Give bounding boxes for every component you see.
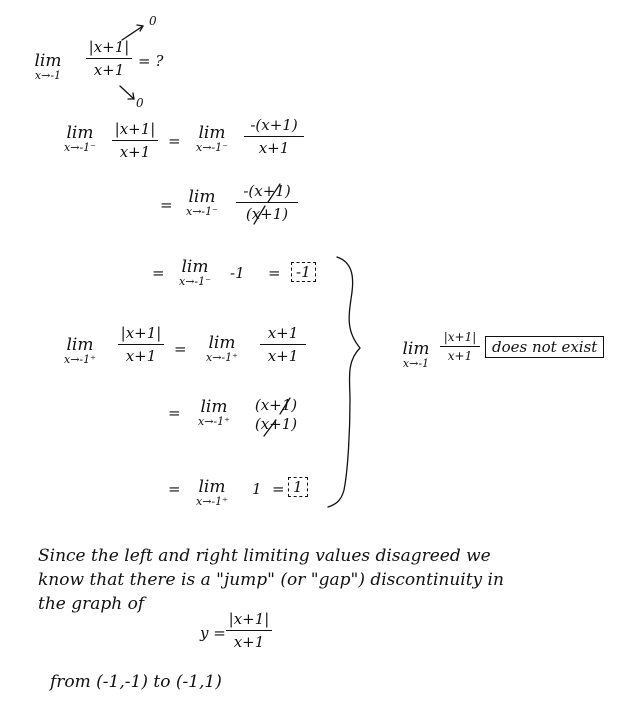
left-equals-2: = xyxy=(160,196,173,214)
lim-subscript: x→-1⁻ xyxy=(64,141,96,154)
lim-subscript: x→-1⁻ xyxy=(196,141,228,154)
question-equals: = ? xyxy=(138,52,164,70)
explanation-y-equals: y = xyxy=(200,624,226,642)
fraction-denominator: x+1 xyxy=(119,143,151,161)
lim-word: lim xyxy=(198,477,226,497)
lim-subscript: x→-1 xyxy=(402,357,430,370)
left-equals-4: = xyxy=(268,264,281,282)
lim-subscript: x→-1⁻ xyxy=(186,205,218,218)
fraction-denominator: x+1 xyxy=(258,139,290,157)
fraction-denominator: (x+1) xyxy=(245,205,289,223)
fraction-numerator: |x+1| xyxy=(120,324,162,342)
arrow-to-zero-denominator xyxy=(120,86,134,99)
cancel-slash-right-den xyxy=(264,420,276,436)
lim-word: lim xyxy=(200,397,228,417)
right-equals-2: = xyxy=(168,404,181,422)
fraction-denominator: x+1 xyxy=(125,347,157,365)
left-equals-3: = xyxy=(152,264,165,282)
denominator-arrow-label: 0 xyxy=(136,96,144,110)
fraction-denominator: x+1 xyxy=(447,349,473,363)
lim-word: lim xyxy=(66,123,94,143)
lim-subscript: x→-1⁻ xyxy=(179,275,211,288)
left-result-box: -1 xyxy=(291,262,316,282)
fraction-numerator: |x+1| xyxy=(114,120,156,138)
grouping-brace xyxy=(328,257,360,507)
lim-word: lim xyxy=(208,333,236,353)
explanation-line-4: from (-1,-1) to (-1,1) xyxy=(50,672,222,692)
lim-word: lim xyxy=(198,123,226,143)
fraction-denominator: (x+1) xyxy=(254,415,298,433)
fraction-numerator: x+1 xyxy=(267,324,299,342)
conclusion-verdict-box: does not exist xyxy=(485,336,604,358)
fraction-numerator: -(x+1) xyxy=(243,182,291,200)
lim-word: lim xyxy=(402,339,430,359)
fraction-numerator: |x+1| xyxy=(88,38,130,56)
fraction-denominator: x+1 xyxy=(233,633,265,651)
fraction-numerator: |x+1| xyxy=(443,330,477,344)
lim-subscript: x→-1⁺ xyxy=(206,351,238,364)
right-step3-expression: 1 xyxy=(252,480,262,498)
lim-word: lim xyxy=(188,187,216,207)
numerator-arrow-label: 0 xyxy=(149,14,157,28)
right-equals-3: = xyxy=(168,480,181,498)
right-equals-4: = xyxy=(272,480,285,498)
fraction-numerator: -(x+1) xyxy=(250,116,298,134)
lim-subscript: x→-1 xyxy=(34,69,62,82)
lim-word: lim xyxy=(66,335,94,355)
left-step3-expression: -1 xyxy=(230,264,245,282)
lim-subscript: x→-1⁺ xyxy=(196,495,228,508)
arrow-to-zero-numerator xyxy=(122,25,143,40)
lim-word: lim xyxy=(34,51,62,71)
right-equals-1: = xyxy=(174,340,187,358)
cancel-slash-left-num xyxy=(268,184,280,202)
lim-subscript: x→-1⁺ xyxy=(64,353,96,366)
explanation-line-2: know that there is a "jump" (or "gap") discontinuity in xyxy=(38,570,504,590)
cancel-slash-left-den xyxy=(254,206,265,224)
fraction-numerator: (x+1) xyxy=(254,396,298,414)
fraction-denominator: x+1 xyxy=(267,347,299,365)
cancel-slash-right-num xyxy=(280,398,290,414)
lim-word: lim xyxy=(181,257,209,277)
lim-subscript: x→-1⁺ xyxy=(198,415,230,428)
fraction-numerator: |x+1| xyxy=(228,610,270,628)
right-result-box: 1 xyxy=(288,477,308,497)
left-equals-1: = xyxy=(168,132,181,150)
explanation-line-3: the graph of xyxy=(38,594,145,614)
explanation-line-1: Since the left and right limiting values disagreed we xyxy=(38,546,491,566)
fraction-denominator: x+1 xyxy=(93,61,125,79)
